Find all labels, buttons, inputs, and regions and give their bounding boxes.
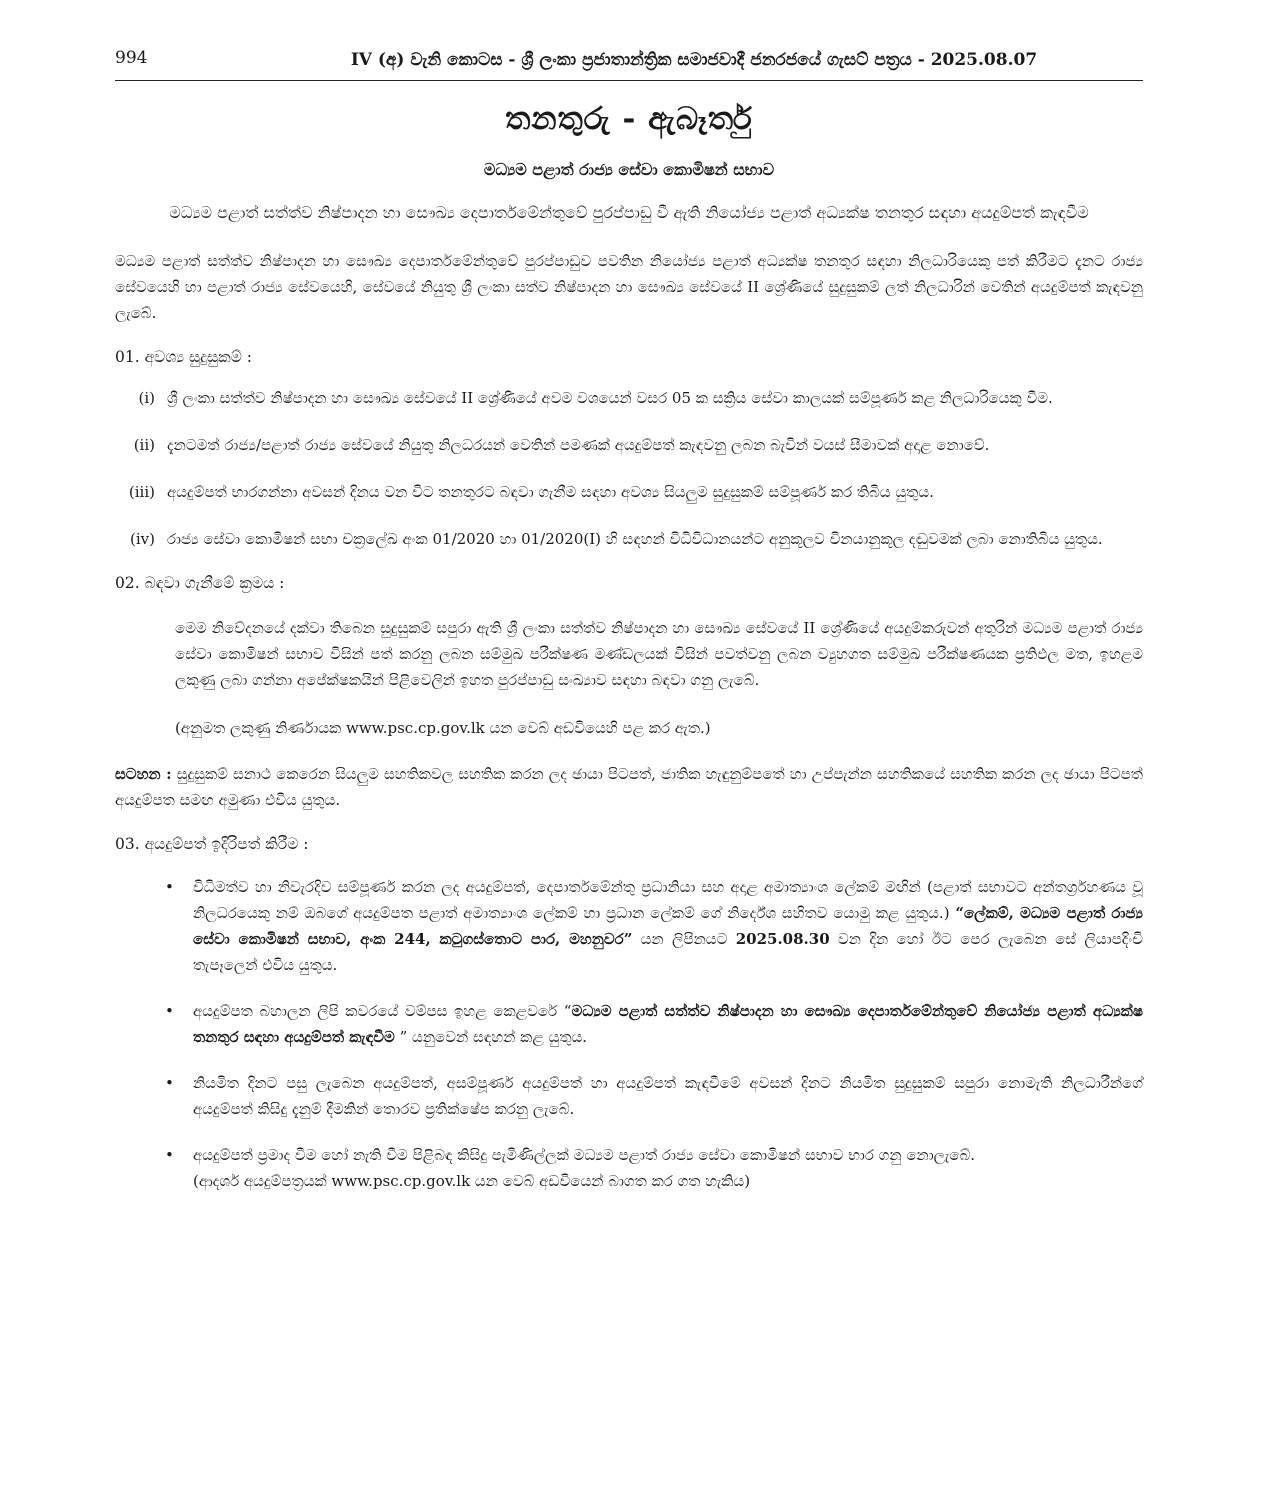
list-item	[115, 385, 1143, 411]
bullet-icon: •	[165, 1002, 174, 1020]
item-text	[193, 874, 1143, 978]
note-text: සුදුසුකම් සනාථ කෙරෙන සියලුම සහතිකවල සහතික කරන ලද ඡායා පිටපත්, ජාතික හැඳුනුම්පතේ හා උප්පැන්න සහතිකයේ සහතික කරන ලද ඡායා පිටපත් අයදුම්පත සමඟ අමුණා එවිය යුතුය.	[115, 765, 1143, 809]
section-3-heading: 03. අයදුම්පත් ඉදිරිපත් කිරීම :	[115, 835, 309, 853]
submission-instructions-list	[115, 874, 1143, 1194]
qualifications-list	[115, 385, 1143, 552]
envelope-label: මධ්‍යම පළාත් සත්ත්ව නිෂ්පාදන හා සෞඛ්‍ය දෙපාර්තමේන්තුවේ නියෝජ්‍ය පළාත් අධ්‍යක්ෂ තනතුර සඳහා අයදුම්පත් කැඳවීම	[193, 1002, 1143, 1046]
item-number: (i)	[138, 389, 155, 407]
list-item	[115, 479, 1143, 505]
list-item	[115, 432, 1143, 458]
deadline-date: 2025.08.30	[735, 930, 830, 948]
item-text: නියමිත දිනට පසු ලැබෙන අයදුම්පත්, අසම්පූර්ණ අයදුම්පත් හා අයදුම්පත් කැඳවීමේ අවසන් දිනට නියමිත සුදුසුකම් සපුරා නොමැති නිලධාරීන්ගේ අයදුම්පත් කිසිදු දැනුම් දීමකින් තොරව ප්‍රතික්ෂේප කරනු ලැබේ.	[193, 1074, 1143, 1118]
item-text: ශ්‍රී ලංකා සත්ත්ව නිෂ්පාදන හා සෞඛ්‍ය සේවයේ II ශ්‍රේණියේ අවම වශයෙන් වසර 05 ක සක්‍රිය සේවා කාලයක් සම්පූර්ණ කළ නිලධාරියෙකු වීම.	[167, 389, 1053, 407]
list-item	[115, 526, 1143, 552]
note-paragraph	[115, 761, 1143, 813]
bullet-1-text-b: යන ලිපිනයට	[632, 930, 736, 948]
item-text: දැනටමත් රාජ්‍ය/පළාත් රාජ්‍ය සේවයේ නියුතු නිලධරයන් වෙතින් පමණක් අයදුම්පත් කැඳවනු ලබන බැවින් වයස් සීමාවක් අදාළ නොවේ.	[167, 436, 990, 454]
item-number: (ii)	[133, 436, 155, 454]
section-1-heading: 01. අවශ්‍ය සුදුසුකම් :	[115, 348, 253, 366]
note-label: සටහන :	[115, 765, 172, 783]
bullet-1-text-c: වන දින හෝ ඊට පෙර ලැබෙන සේ ලියාපදිංචි තැපෑලෙන් එවිය යුතුය.	[193, 930, 1144, 974]
download-note: (ආදර්ශ අයදුම්පත්‍රයක් www.psc.cp.gov.lk යන වෙබ් අඩවියෙන් බාගත කර ගත හැකිය)	[193, 1172, 751, 1190]
item-text	[193, 998, 1143, 1050]
marks-criteria-note: (අනුමත ලකුණු නිර්ණායක www.psc.cp.gov.lk යන වෙබ් අඩවියෙහි පළ කර ඇත.)	[175, 719, 711, 737]
page-number: 994	[115, 48, 148, 68]
submission-address: “ලේකම්, මධ්‍යම පළාත් රාජ්‍ය සේවා කොමිෂන් සභාව, අංක 244, කටුගස්තොට පාර, මහනුවර”	[193, 904, 1144, 948]
commission-name: මධ්‍යම පළාත් රාජ්‍ය සේවා කොමිෂන් සභාව	[483, 160, 775, 179]
recruitment-method-paragraph: මෙම නිවේදනයේ දක්වා තිබෙන සුදුසුකම් සපුරා ඇති ශ්‍රී ලංකා සත්ත්ව නිෂ්පාදන හා සෞඛ්‍ය සේවයේ II ශ්‍රේණියේ අයදුම්කරුවන් අතුරින් මධ්‍යම පළාත් රාජ්‍ය සේවා කොමිෂන් සභාව විසින් පත් කරනු ලබන සම්මුඛ පරීක්ෂණ මණ්ඩලයක් විසින් පවත්වනු ලබන ව්‍යුහගත සම්මුඛ පරීක්ෂණයක ප්‍රතිඵල මත, ඉහළම ලකුණු ලබා ගන්නා අපේක්ෂකයින් පිළිවෙලින් ඉහත පුරප්පාඩු සංඛ්‍යාව සඳහා බඳවා ගනු ලැබේ.	[175, 619, 1143, 689]
item-text: අයදුම්පත් භාරගන්නා අවසන් දිනය වන විට තනතුරට බඳවා ගැනීම සඳහා අවශ්‍ය සියලුම සුදුසුකම් සම්පූර්ණ කර තිබිය යුතුය.	[167, 483, 934, 501]
notice-subject: මධ්‍යම පළාත් සත්ත්ව නිෂ්පාදන හා සෞඛ්‍ය දෙපාර්තමේන්තුවේ පුරප්පාඩු වී ඇති නියෝජ්‍ය පළාත් අධ්‍යක්ෂ තනතුර සඳහා අයදුම්පත් කැඳවීම	[169, 203, 1089, 222]
list-item	[115, 874, 1143, 978]
gazette-page	[115, 40, 1143, 1214]
list-item	[115, 1142, 1143, 1194]
bullet-icon: •	[165, 1146, 174, 1164]
section-2-heading: 02. බඳවා ගැනීමේ ක්‍රමය :	[115, 574, 285, 592]
list-item	[115, 1070, 1143, 1122]
bullet-icon: •	[165, 1074, 174, 1092]
item-text	[193, 1142, 1143, 1194]
page-title: තනතුරු - ඇබෑර්තු	[505, 101, 753, 137]
intro-paragraph: මධ්‍යම පළාත් සත්ත්ව නිෂ්පාදන හා සෞඛ්‍ය දෙපාර්තමේන්තුවේ පුරප්පාඩුව පවතින නියෝජ්‍ය පළාත් අධ්‍යක්ෂ තනතුර සඳහා නිලධාරියෙකු පත් කිරීමට දැනට රාජ්‍ය සේවයෙහි හා පළාත් රාජ්‍ය සේවයෙහි, සේවයේ නියුතු ශ්‍රී ලංකා සත්ව නිෂ්පාදන හා සෞඛ්‍ය සේවයේ II ශ්‍රේණියේ සුදුසුකම් ලත් නිලධාරින් වෙතින් අයදුම්පත් කැඳවනු ලැබේ.	[115, 252, 1143, 322]
bullet-icon: •	[165, 878, 174, 896]
item-text: රාජ්‍ය සේවා කොමිෂන් සභා චක්‍රලේඛ අංක 01/2020 හා 01/2020(I) හි සඳහන් විධිවිධානයන්ට අනුකූලව විනයානුකූල දඬුවමක් ලබා නොතිබිය යුතුය.	[167, 530, 1103, 548]
list-item	[115, 998, 1143, 1050]
item-number: (iv)	[130, 530, 155, 548]
item-number: (iii)	[128, 483, 155, 501]
bullet-2-text-a: අයදුම්පත බහාලන ලිපි කවරයේ වම්පස ඉහළ කෙළවරේ “	[193, 1002, 572, 1020]
running-title: IV (අ) වැනි කොටස - ශ්‍රී ලංකා ප්‍රජාතාන්ත්‍රික සමාජවාදී ජනරජයේ ගැසට් පත්‍රය - 2025.08.07	[350, 50, 1038, 70]
bullet-4-text: අයදුම්පත් ප්‍රමාද වීම හෝ නැති වීම පිළිබඳ කිසිදු පැමිණිල්ලක් මධ්‍යම පළාත් රාජ්‍ය සේවා කොමිෂන් සභාව භාර ගනු නොලැබේ.	[193, 1146, 975, 1164]
bullet-2-text-b: ” යනුවෙන් සඳහන් කළ යුතුය.	[394, 1028, 588, 1046]
running-header	[115, 40, 1143, 81]
bullet-1-text-a: විධිමත්ව හා නිවැරදිව සම්පූර්ණ කරන ලද අයදුම්පත්, දෙපාර්තමේන්තු ප්‍රධානියා සහ අදාළ අමාත්‍යාංශ ලේකම් මඟින් (පළාත් සභාවට අන්තර්ග්‍රහණය වූ නිලධරයෙකු නම් ඔබගේ අයදුම්පත පළාත් අමාත්‍යාංශ ලේකම් හා ප්‍රධාන ලේකම් ගේ නිර්දේශ සහිතව යොමු කළ යුතුය.)	[193, 878, 1143, 922]
